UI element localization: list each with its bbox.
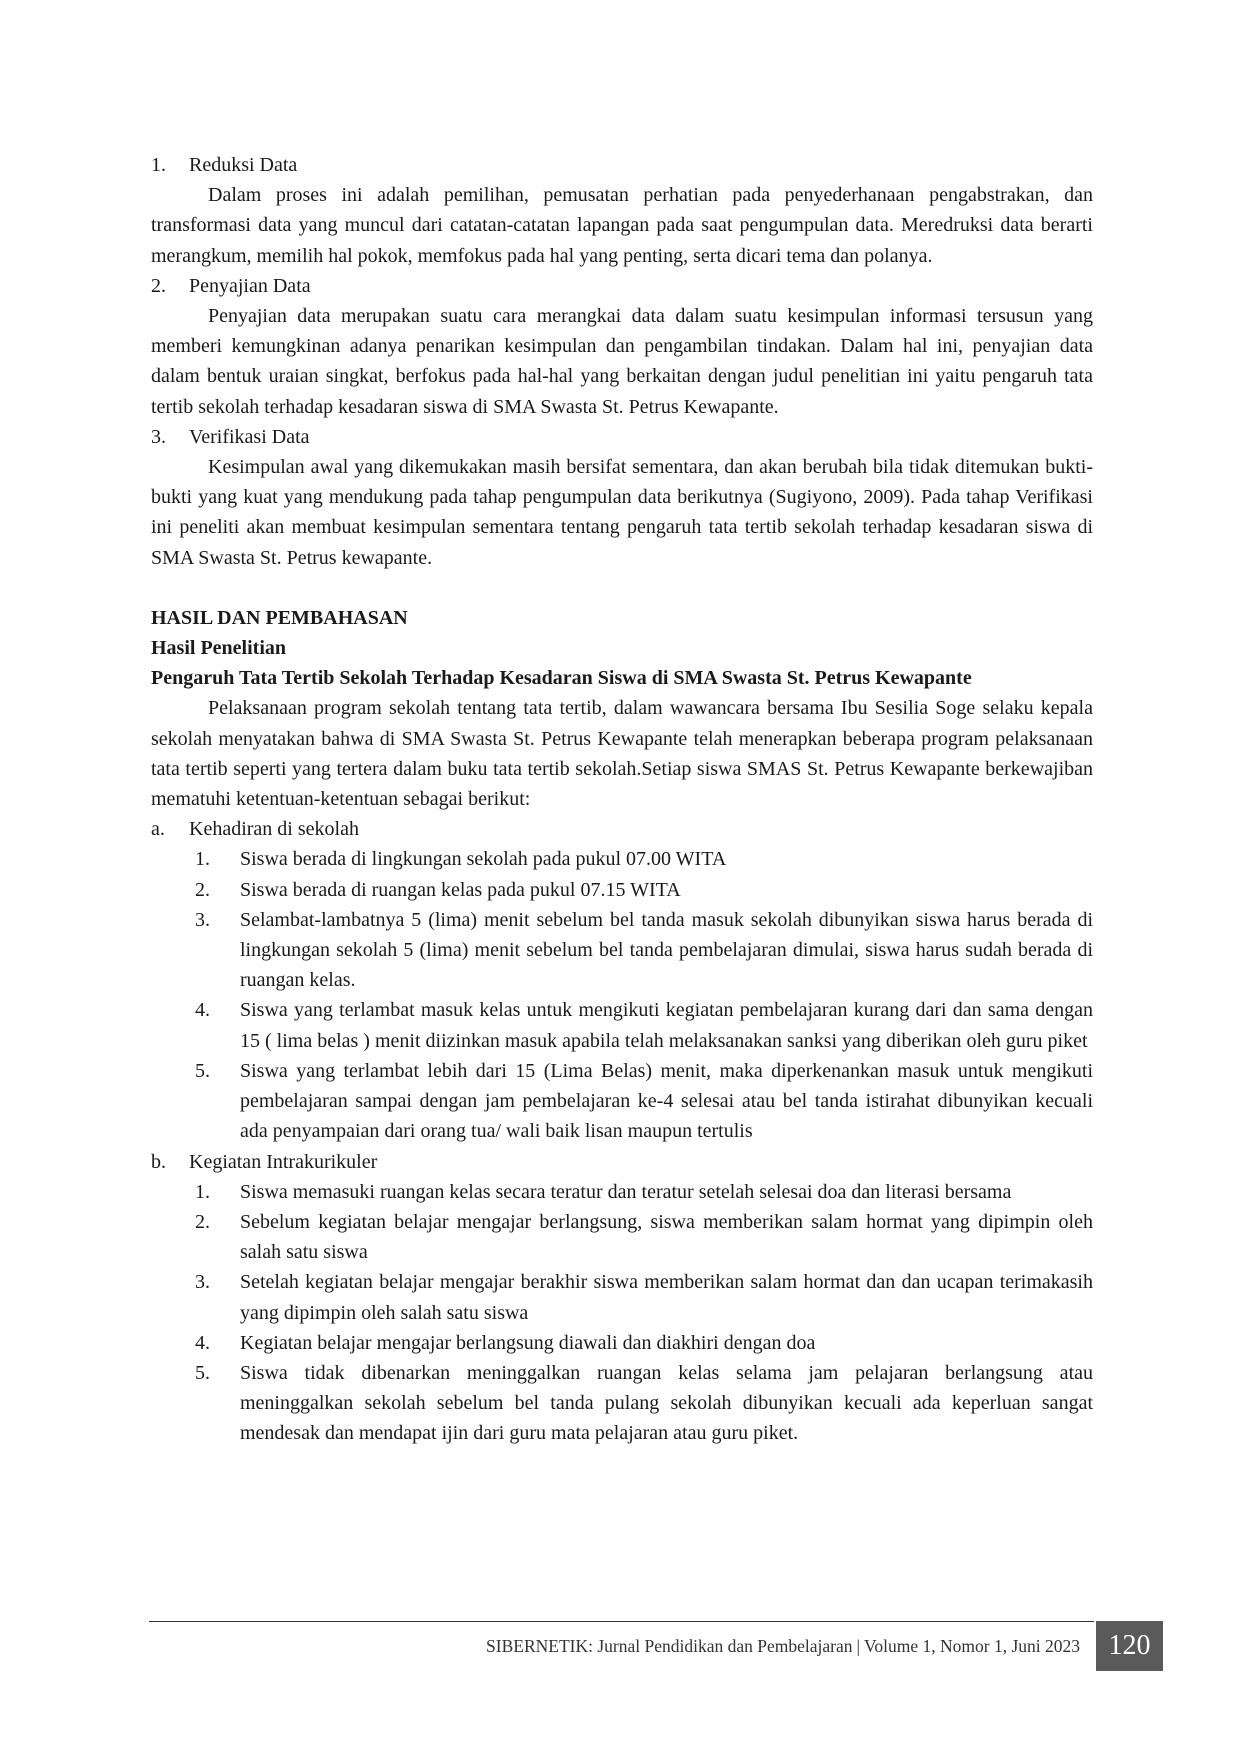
section-verifikasi-body: Kesimpulan awal yang dikemukakan masih bersifat sementara, dan akan berubah bila tidak ditemukan bukti-bukti yang kuat yang mendukung pada tahap pengumpulan data berikutnya (Sugiyono, 2009). Pada tahap Verifikasi ini peneliti akan membuat kesimpulan sementara tentang pengaruh tata tertib sekolah terhadap kesadaran siswa di SMA Swasta St. Petrus kewapante. (151, 456, 1093, 569)
list-item-number: 5. (195, 1361, 210, 1384)
section-title: Penyajian Data (189, 274, 311, 297)
list-item-number: 2. (195, 1210, 210, 1233)
page-content (151, 150, 1093, 1449)
group-letter: b. (151, 1150, 166, 1173)
results-subheading: Hasil Penelitian (151, 637, 286, 660)
page-number: 120 (1096, 1621, 1163, 1671)
list-item-text: Siswa tidak dibenarkan meninggalkan ruangan kelas selama jam pelajaran berlangsung atau meninggalkan sekolah sebelum bel tanda pulang sekolah dibunyikan kecuali ada keperluan sangat mendesak dan mendapat ijin dari guru mata pelajaran atau guru piket. (240, 1361, 1093, 1445)
list-item-text: Kegiatan belajar mengajar berlangsung diawali dan diakhiri dengan doa (240, 1331, 816, 1354)
section-reduksi-heading (151, 150, 1093, 180)
group-kehadiran-list (151, 844, 1093, 1146)
list-item (151, 1056, 1093, 1147)
results-subsubheading: Pengaruh Tata Tertib Sekolah Terhadap Kesadaran Siswa di SMA Swasta St. Petrus Kewapante (151, 667, 972, 690)
list-item (151, 875, 1093, 905)
list-item-number: 5. (195, 1059, 210, 1082)
section-number: 2. (151, 274, 166, 297)
list-item-text: Siswa yang terlambat masuk kelas untuk mengikuti kegiatan pembelajaran kurang dari dan sama dengan 15 ( lima belas ) menit diizinkan masuk apabila telah melaksanakan sanksi yang diberikan oleh guru piket (240, 999, 1093, 1052)
footer-separator: | (856, 1636, 860, 1656)
list-item (151, 995, 1093, 1055)
list-item-text: Setelah kegiatan belajar mengajar berakhir siswa memberikan salam hormat dan dan ucapan terimakasih yang dipimpin oleh salah satu siswa (240, 1271, 1093, 1324)
list-item (151, 1267, 1093, 1327)
list-item-number: 4. (195, 999, 210, 1022)
list-item (151, 1328, 1093, 1358)
list-item-number: 1. (195, 1180, 210, 1203)
list-item (151, 844, 1093, 874)
section-number: 1. (151, 154, 166, 176)
list-item-number: 4. (195, 1331, 210, 1354)
section-title: Verifikasi Data (189, 425, 310, 448)
list-item-number: 3. (195, 908, 210, 931)
section-verifikasi-heading (151, 422, 1093, 452)
list-item-number: 1. (195, 848, 210, 871)
results-heading: HASIL DAN PEMBAHASAN (151, 606, 408, 629)
section-title: Reduksi Data (189, 154, 298, 176)
list-item (151, 1177, 1093, 1207)
group-intrakurikuler-list (151, 1177, 1093, 1449)
section-penyajian-body: Penyajian data merupakan suatu cara merangkai data dalam suatu kesimpulan informasi tersusun yang memberi kemungkinan adanya penarikan kesimpulan dan pengambilan tindakan. Dalam hal ini, penyajian data dalam bentuk uraian singkat, berfokus pada hal-hal yang berkaitan dengan judul penelitian ini yaitu pengaruh tata tertib sekolah terhadap kesadaran siswa di SMA Swasta St. Petrus Kewapante. (151, 305, 1093, 418)
footer-journal: SIBERNETIK: Jurnal Pendidikan dan Pembelajaran (486, 1636, 853, 1656)
footer-issue: Volume 1, Nomor 1, Juni 2023 (864, 1636, 1080, 1656)
footer-citation (486, 1636, 1080, 1657)
list-item-text: Siswa yang terlambat lebih dari 15 (Lima Belas) menit, maka diperkenankan masuk untuk mengikuti pembelajaran sampai dengan jam pembelajaran ke-4 selesai atau bel tanda istirahat dibunyikan kecuali ada penyampaian dari orang tua/ wali baik lisan maupun tertulis (240, 1059, 1093, 1143)
list-item (151, 1207, 1093, 1267)
group-kehadiran-heading (151, 814, 1093, 844)
list-item-number: 2. (195, 878, 210, 901)
list-item-text: Siswa berada di lingkungan sekolah pada pukul 07.00 WITA (240, 848, 727, 871)
section-reduksi-body: Dalam proses ini adalah pemilihan, pemusatan perhatian pada penyederhanaan pengabstrakan, dan transformasi data yang muncul dari catatan-catatan lapangan pada saat pengumpulan data. Meredruksi data berarti merangkum, memilih hal pokok, memfokus pada hal yang penting, serta dicari tema dan polanya. (151, 184, 1093, 267)
group-title: Kegiatan Intrakurikuler (189, 1150, 378, 1173)
list-item (151, 905, 1093, 996)
footer-divider (149, 1621, 1094, 1622)
list-item-number: 3. (195, 1271, 210, 1294)
group-intrakurikuler-heading (151, 1147, 1093, 1177)
list-item-text: Siswa memasuki ruangan kelas secara teratur dan teratur setelah selesai doa dan literasi bersama (240, 1180, 1012, 1203)
list-item-text: Selambat-lambatnya 5 (lima) menit sebelum bel tanda masuk sekolah dibunyikan siswa harus berada di lingkungan sekolah 5 (lima) menit sebelum bel tanda pembelajaran dimulai, siswa harus sudah berada di ruangan kelas. (240, 908, 1093, 992)
section-penyajian-heading (151, 271, 1093, 301)
list-item-text: Sebelum kegiatan belajar mengajar berlangsung, siswa memberikan salam hormat yang dipimpin oleh salah satu siswa (240, 1210, 1093, 1264)
list-item (151, 1358, 1093, 1449)
section-number: 3. (151, 425, 166, 448)
group-letter: a. (151, 818, 165, 841)
group-title: Kehadiran di sekolah (189, 818, 359, 841)
results-intro: Pelaksanaan program sekolah tentang tata tertib, dalam wawancara bersama Ibu Sesilia Soge selaku kepala sekolah menyatakan bahwa di SMA Swasta St. Petrus Kewapante telah menerapkan beberapa program pelaksanaan tata tertib seperti yang tertera dalam buku tata tertib sekolah.Setiap siswa SMAS St. Petrus Kewapante berkewajiban mematuhi ketentuan-ketentuan sebagai berikut: (151, 697, 1093, 811)
list-item-text: Siswa berada di ruangan kelas pada pukul 07.15 WITA (240, 878, 681, 901)
